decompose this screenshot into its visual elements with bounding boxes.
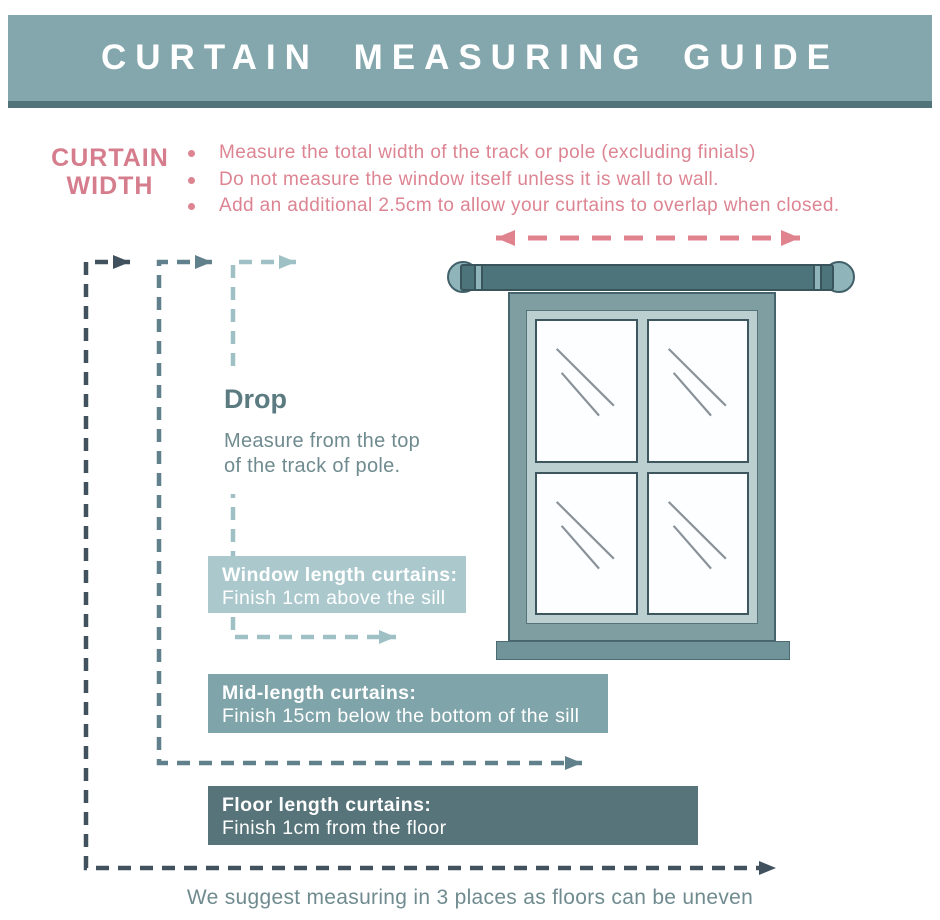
glass-reflection-icon	[537, 474, 636, 614]
drop-heading: Drop	[224, 384, 287, 414]
floor-length-title: Floor length curtains:	[222, 794, 432, 816]
bullet-text: Add an additional 2.5cm to allow your curtains to overlap when closed.	[219, 195, 840, 216]
window-length-detail: Finish 1cm above the sill	[222, 587, 446, 609]
window-pane	[535, 472, 638, 616]
window-inner-frame	[526, 310, 758, 624]
glass-reflection-icon	[649, 474, 748, 614]
window-length-title: Window length curtains:	[222, 564, 458, 586]
bullet-text: Measure the total width of the track or pole (excluding finials)	[219, 142, 756, 163]
window-pane	[535, 319, 638, 463]
floor-length-detail: Finish 1cm from the floor	[222, 817, 447, 839]
page-title: CURTAIN MEASURING GUIDE	[100, 38, 840, 77]
window-pane	[647, 319, 750, 463]
glass-reflection-icon	[537, 321, 636, 461]
floor-length-label-box	[208, 786, 698, 845]
pole-ring-right	[813, 264, 822, 291]
footer-note: We suggest measuring in 3 places as floors can be uneven	[186, 886, 754, 909]
bullet-text: Do not measure the window itself unless it is wall to wall.	[219, 168, 719, 190]
drop-description-line1: Measure from the top	[224, 430, 421, 452]
curtain-pole	[460, 264, 834, 291]
drop-description-line2: of the track of pole.	[224, 455, 401, 477]
glass-reflection-icon	[649, 321, 748, 461]
window-sill	[496, 641, 790, 660]
window-frame	[508, 292, 776, 642]
drop-description	[224, 429, 440, 479]
drop-section	[218, 372, 440, 494]
window-length-label-box	[208, 556, 466, 613]
curtain-width-heading-line1: CURTAIN	[51, 144, 169, 172]
mid-length-label-box	[208, 674, 608, 733]
curtain-width-heading-line2: WIDTH	[66, 172, 154, 200]
mid-length-detail: Finish 15cm below the bottom of the sill	[222, 705, 580, 727]
pole-ring-left	[474, 264, 483, 291]
mid-length-title: Mid-length curtains:	[222, 682, 417, 704]
window-pane	[647, 472, 750, 616]
